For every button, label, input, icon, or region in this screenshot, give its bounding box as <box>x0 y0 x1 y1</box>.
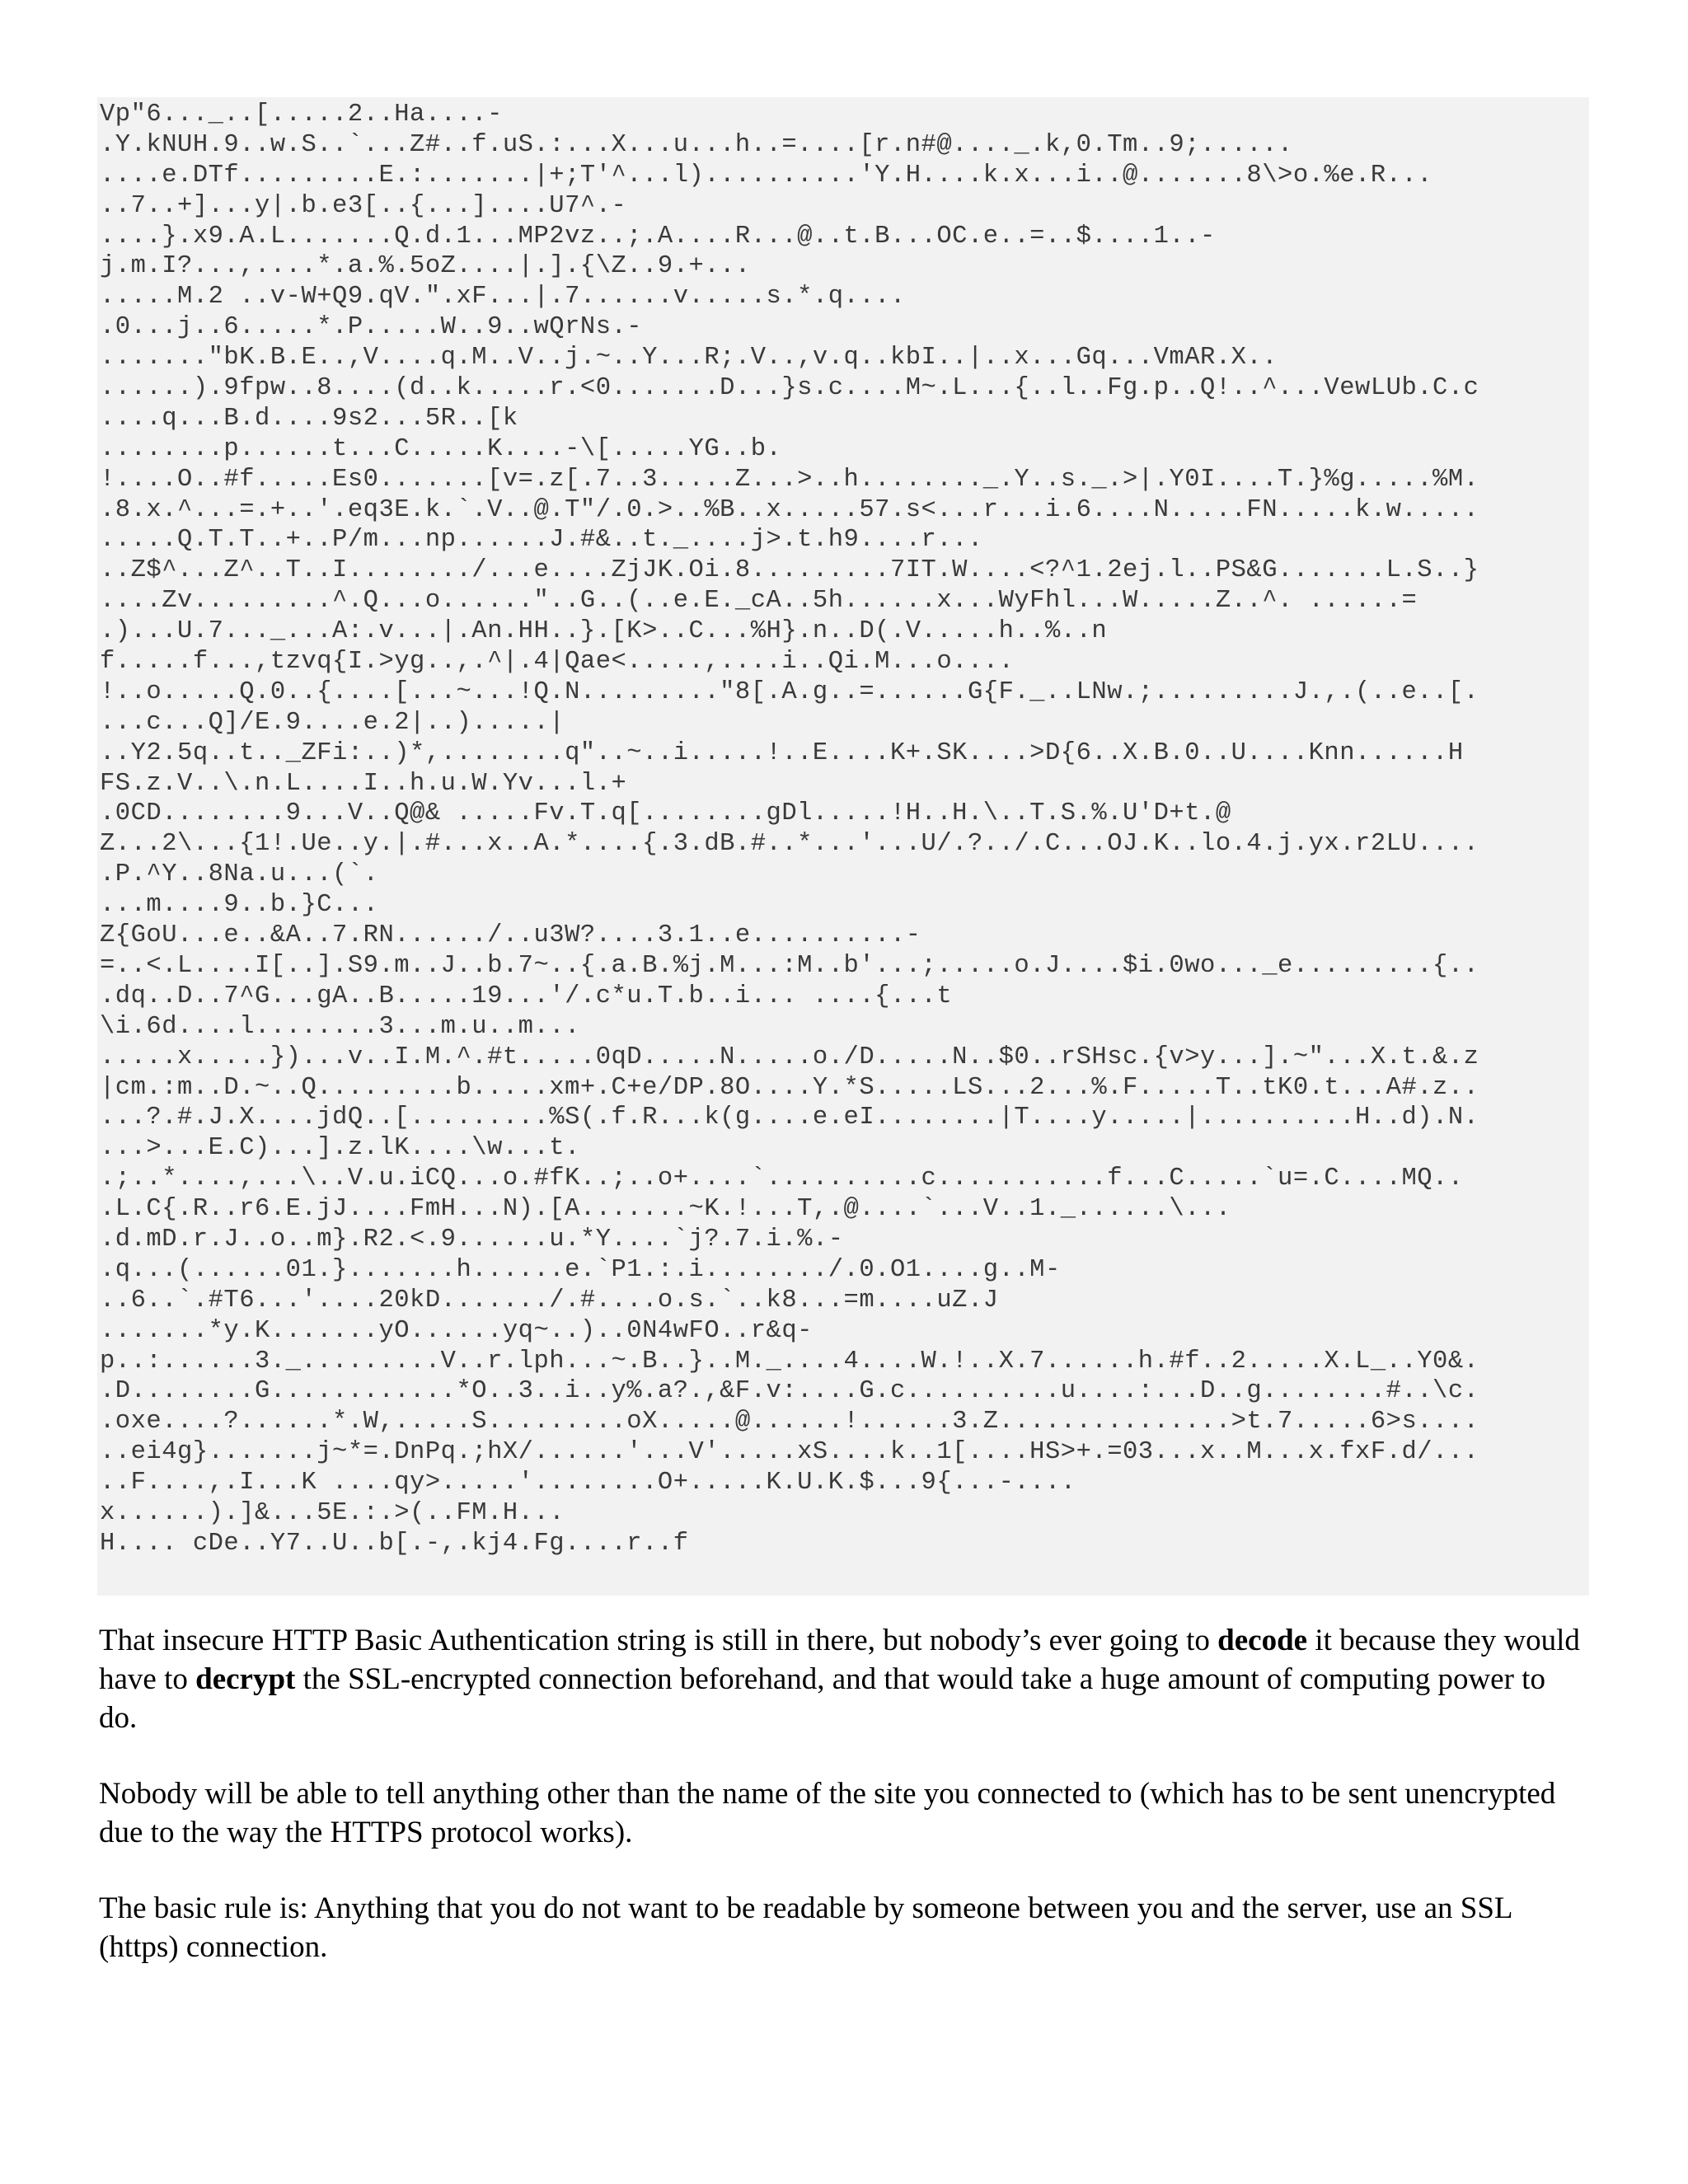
code-line: ..Y2.5q..t.._ZFi:..)*,........q"..~..i.....!..E....K+.SK....>D{6..X.B.0..U....Knn......H <box>100 738 1464 767</box>
code-line: ....q...B.d....9s2...5R..[k <box>100 404 518 433</box>
code-line: .8.x.^...=.+..'.eq3E.k.`.V..@.T"/.0.>..%B..x.....57.s<...r...i.6....N.....FN.....k.w..... <box>100 495 1479 524</box>
code-line: .....M.2 ..v-W+Q9.qV.".xF...|.7......v.....s.*.q.... <box>100 283 906 312</box>
code-line: ......."bK.B.E..,V....q.M..V..j.~..Y...R;.V..,v.q..kbI..|..x...Gq...VmAR.X.. <box>100 344 1278 373</box>
code-line: p..:......3._.........V..r.lph...~.B..}..M._....4....W.!..X.7......h.#f..2.....X.L_..Y0&. <box>100 1347 1479 1376</box>
code-line: Z...2\...{1!.Ue..y.|.#...x..A.*....{.3.dB.#..*...'...U/.?../.C...OJ.K..lo.4.j.yx.r2LU.... <box>100 830 1479 859</box>
code-line: ..7..+]...y|.b.e3[..{...]....U7^.- <box>100 191 627 220</box>
code-line: |cm.:m..D.~..Q.........b.....xm+.C+e/DP.8O....Y.*S.....LS...2...%.F.....T..tK0.t...A#.z.. <box>100 1073 1479 1102</box>
code-line: .P.^Y..8Na.u...(`. <box>100 860 379 889</box>
code-line: ..ei4g}.......j~*=.DnPq.;hX/......'...V'.....xS....k..1[....HS>+.=03...x..M...x.fxF.d/... <box>100 1438 1479 1467</box>
code-line: Vp"6..._..[.....2..Ha....- <box>100 101 503 129</box>
paragraph-decode-explanation <box>99 1621 1582 1737</box>
paragraph-site-name: Nobody will be able to tell anything other than the name of the site you connected to (which has to be sent unencrypted due to the way the HTTPS protocol works). <box>99 1777 1556 1849</box>
code-line: .)...U.7..._...A:.v...|.An.HH..}.[K>..C...%H}.n..D(.V.....h..%..n <box>100 617 1108 646</box>
code-line: ....}.x9.A.L.......Q.d.1...MP2vz..;.A....R...@..t.B...OC.e..=..$....1..- <box>100 222 1216 251</box>
code-line: .0...j..6.....*.P.....W..9..wQrNs.- <box>100 313 643 342</box>
code-line: .q...(......01.}.......h......e.`P1.:.i......../.0.O1....g..M- <box>100 1255 1061 1284</box>
code-line: f.....f...,tzvq{I.>yg..,.^|.4|Qae<.....,....i..Qi.M...o.... <box>100 648 1015 677</box>
code-line: .D........G............*O..3..i..y%.a?.,&F.v:....G.c..........u....:...D..g........#..\c. <box>100 1377 1479 1406</box>
code-line: ..F....,.I...K ....qy>.....'........O+.....K.U.K.$...9{...-.... <box>100 1469 1076 1497</box>
code-line: .dq..D..7^G...gA..B.....19...'/.c*u.T.b..i... ....{...t <box>100 982 953 1010</box>
paragraph-text: it because they would have to <box>99 1624 1580 1696</box>
encrypted-data-code-block <box>97 97 1589 1596</box>
code-line: ........p......t...C.....K....-\[.....YG..b. <box>100 434 782 463</box>
code-line: ...c...Q]/E.9....e.2|..).....| <box>100 708 565 737</box>
code-line: =..<.L....I[..].S9.m..J..b.7~..{.a.B.%j.M...:M..b'...;.....o.J....$i.0wo..._e.........{.. <box>100 951 1479 980</box>
code-line: ....Zv.........^.Q...o......"..G..(..e.E._cA..5h......x...WyFhl...W.....Z..^. ......= <box>100 587 1418 616</box>
code-line: x......).]&...5E.:.>(..FM.H... <box>100 1498 565 1527</box>
code-line: .0CD........9...V..Q@& .....Fv.T.q[........gDl.....!H..H.\..T.S.%.U'D+t.@ <box>100 799 1231 828</box>
code-line: ....e.DTf.........E.:.......|+;T'^...l)..........'Y.H....k.x...i..@.......8\>o.%e.R... <box>100 161 1433 190</box>
code-line: !..o.....Q.0..{....[...~...!Q.N........."8[.A.g..=......G{F._..LNw.;.........J.,.(..e..[. <box>100 677 1479 706</box>
code-line: .;..*....,...\..V.u.iCQ...o.#fK..;..o+....`..........c...........f...C.....`u=.C....MQ.. <box>100 1165 1464 1193</box>
bold-word-decode: decode <box>1217 1624 1308 1657</box>
paragraph-text: the SSL-encrypted connection beforehand, and that would take a huge amount of computing power to do. <box>99 1662 1545 1735</box>
code-line: .oxe....?......*.W,.....S.........oX.....@......!......3.Z...............>t.7.....6>s.... <box>100 1408 1479 1436</box>
code-line: Z{GoU...e..&A..7.RN....../..u3W?....3.1..e..........- <box>100 921 921 950</box>
code-line: .L.C{.R..r6.E.jJ....FmH...N).[A.......~K.!...T,.@....`...V..1._......\... <box>100 1195 1231 1224</box>
code-line: ..Z$^...Z^..T..I......../...e....ZjJK.Oi.8.........7IT.W....<?^1.2ej.l..PS&G.......L.S..} <box>100 556 1479 585</box>
code-line: ..6..`.#T6...'....20kD......./.#....o.s.`..k8...=m....uZ.J <box>100 1286 999 1315</box>
code-line: FS.z.V..\.n.L....I..h.u.W.Yv...l.+ <box>100 769 627 798</box>
code-line: ...m....9..b.}C... <box>100 891 379 920</box>
code-line: .Y.kNUH.9..w.S..`...Z#..f.uS.:...X...u...h..=....[r.n#@...._.k,0.Tm..9;...... <box>100 130 1293 159</box>
code-line: !....O..#f.....Es0.......[v=.z[.7..3.....Z...>..h........_.Y..s._.>|.Y0I....T.}%g.....%M. <box>100 465 1479 494</box>
code-line: H.... cDe..Y7..U..b[.-,.kj4.Fg....r..f <box>100 1529 689 1558</box>
paragraph-text: That insecure HTTP Basic Authentication string is still in there, but nobody’s ever going to <box>99 1624 1218 1657</box>
code-line: .......*y.K.......yO......yq~..)..0N4wFO..r&q- <box>100 1316 813 1345</box>
code-line: .....x.....})...v..I.M.^.#t.....0qD.....N.....o./D.....N..$0..rSHsc.{v>y...].~"...X.t.&.z <box>100 1043 1479 1071</box>
code-line: ......).9fpw..8....(d..k.....r.<0.......D...}s.c....M~.L...{..l..Fg.p..Q!..^...VewLUb.C.c <box>100 374 1479 403</box>
code-line: \i.6d....l........3...m.u..m... <box>100 1012 580 1041</box>
code-line: j.m.I?...,....*.a.%.5oZ....|.].{\Z..9.+... <box>100 252 751 281</box>
code-line: ...>...E.C)...].z.lK....\w...t. <box>100 1134 580 1163</box>
code-line: ...?.#.J.X....jdQ..[.........%S(.f.R...k(g....e.eI........|T....y.....|..........H..d).N. <box>100 1104 1479 1132</box>
bold-word-decrypt: decrypt <box>195 1662 296 1696</box>
code-line: .....Q.T.T..+..P/m...np......J.#&..t._....j>.t.h9....r... <box>100 526 983 555</box>
paragraph-basic-rule: The basic rule is: Anything that you do not want to be readable by someone between you and the server, use an SSL (https) connection. <box>99 1891 1512 1964</box>
code-line: .d.mD.r.J..o..m}.R2.<.9......u.*Y....`j?.7.i.%.- <box>100 1225 844 1254</box>
